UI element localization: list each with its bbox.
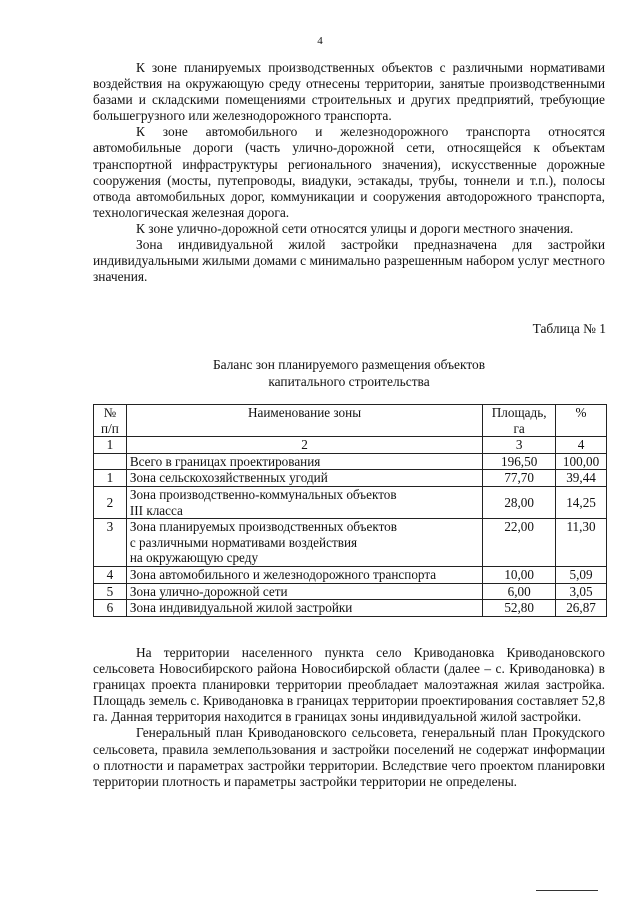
row-num [94, 453, 127, 470]
row-name: Всего в границах проектирования [126, 453, 482, 470]
col-number: 4 [556, 437, 607, 454]
table-header-row [94, 405, 607, 437]
paragraph: К зоне автомобильного и железнодорожного транспорта относятся автомобильные дороги (часть улично-дорожной сети, относящейся к объектам транспортной инфраструктуры регионального значения), искусственные дорожные сооружения (мосты, путепроводы, виадуки, эстакады, трубы, тоннели и т.п.), полосы отвода автомобильных дорог, коммуникации и сооружения автодорожного транспорта, технологическая железная дорога. [93, 124, 605, 220]
row-num: 4 [94, 566, 127, 583]
col-number: 2 [126, 437, 482, 454]
row-name: Зона индивидуальной жилой застройки [126, 600, 482, 617]
row-name [126, 519, 482, 567]
row-num: 6 [94, 600, 127, 617]
row-percent: 39,44 [556, 470, 607, 487]
header-area [483, 405, 556, 437]
header-num [94, 405, 127, 437]
row-num: 3 [94, 519, 127, 567]
row-num: 1 [94, 470, 127, 487]
footer-divider [536, 890, 598, 891]
page-number: 4 [317, 35, 323, 47]
table-title-line: капитального строительства [268, 373, 430, 389]
row-percent: 5,09 [556, 566, 607, 583]
row-name-line: на окружающую среду [129, 550, 259, 566]
table-row [94, 600, 607, 617]
table-row [94, 519, 607, 567]
row-area: 77,70 [483, 470, 556, 487]
col-number: 1 [94, 437, 127, 454]
row-name: Зона сельскохозяйственных угодий [126, 470, 482, 487]
intro-text [93, 60, 605, 285]
row-area: 10,00 [483, 566, 556, 583]
table-title-line: Баланс зон планируемого размещения объектов [212, 357, 486, 372]
paragraph: К зоне улично-дорожной сети относятся улицы и дороги местного значения. [136, 220, 574, 236]
paragraph: Генеральный план Криводановского сельсовета, генеральный план Прокудского сельсовета, правила землепользования и застройки поселений не содержат информации о плотности и параметрах застройки территории. Вследствие чего проектом планировки территории плотность и параметры застройки территории не определены. [93, 725, 605, 789]
header-name: Наименование зоны [126, 405, 482, 437]
row-name-line: с различными нормативами воздействия [129, 534, 358, 550]
table-row [94, 566, 607, 583]
row-area: 28,00 [483, 486, 556, 518]
row-area: 52,80 [483, 600, 556, 617]
header-area-line2: га [513, 420, 525, 436]
table-row [94, 470, 607, 487]
row-name-line: III класса [129, 502, 183, 518]
row-name-line: Зона производственно-коммунальных объектов [129, 486, 397, 502]
table-row [94, 583, 607, 600]
header-num-line2: п/п [101, 420, 119, 436]
table-title [93, 357, 605, 390]
row-area: 196,50 [483, 453, 556, 470]
row-percent: 3,05 [556, 583, 607, 600]
table-row [94, 453, 607, 470]
row-area: 6,00 [483, 583, 556, 600]
header-num-line1: № [103, 405, 117, 420]
header-percent: % [556, 405, 607, 437]
row-name: Зона автомобильного и железнодорожного транспорта [126, 566, 482, 583]
zone-balance-table [93, 404, 607, 617]
row-num: 2 [94, 486, 127, 518]
row-name-line: Зона планируемых производственных объектов [129, 519, 397, 535]
column-number-row [94, 437, 607, 454]
row-percent: 11,30 [556, 519, 607, 567]
table-reference: Таблица № 1 [532, 321, 606, 336]
row-name [126, 486, 482, 518]
paragraph: Зона индивидуальной жилой застройки предназначена для застройки индивидуальными жилыми домами с минимально разрешенным набором услуг местного значения. [93, 237, 605, 285]
row-num: 5 [94, 583, 127, 600]
outro-text [93, 645, 605, 790]
row-percent: 14,25 [556, 486, 607, 518]
row-name: Зона улично-дорожной сети [126, 583, 482, 600]
paragraph: На территории населенного пункта село Криводановка Криводановского сельсовета Новосибирского района Новосибирской области (далее – с. Криводановка) в границах проекта планировки территории преобладает малоэтажная жилая застройка. Площадь земель с. Криводановка в границах территории проектирования составляет 52,8 га. Данная территория находится в границах зоны индивидуальной жилой застройки. [93, 645, 606, 725]
header-area-line1: Площадь, [491, 405, 547, 420]
row-percent: 100,00 [556, 453, 607, 470]
row-area: 22,00 [483, 519, 556, 567]
table-row [94, 486, 607, 518]
col-number: 3 [483, 437, 556, 454]
row-percent: 26,87 [556, 600, 607, 617]
paragraph: К зоне планируемых производственных объектов с различными нормативами воздействия на окружающую среду отнесены территории, занятые производственными базами и складскими помещениями строительных и других предприятий, требующие большегрузного или железнодорожного транспорта. [93, 60, 605, 124]
